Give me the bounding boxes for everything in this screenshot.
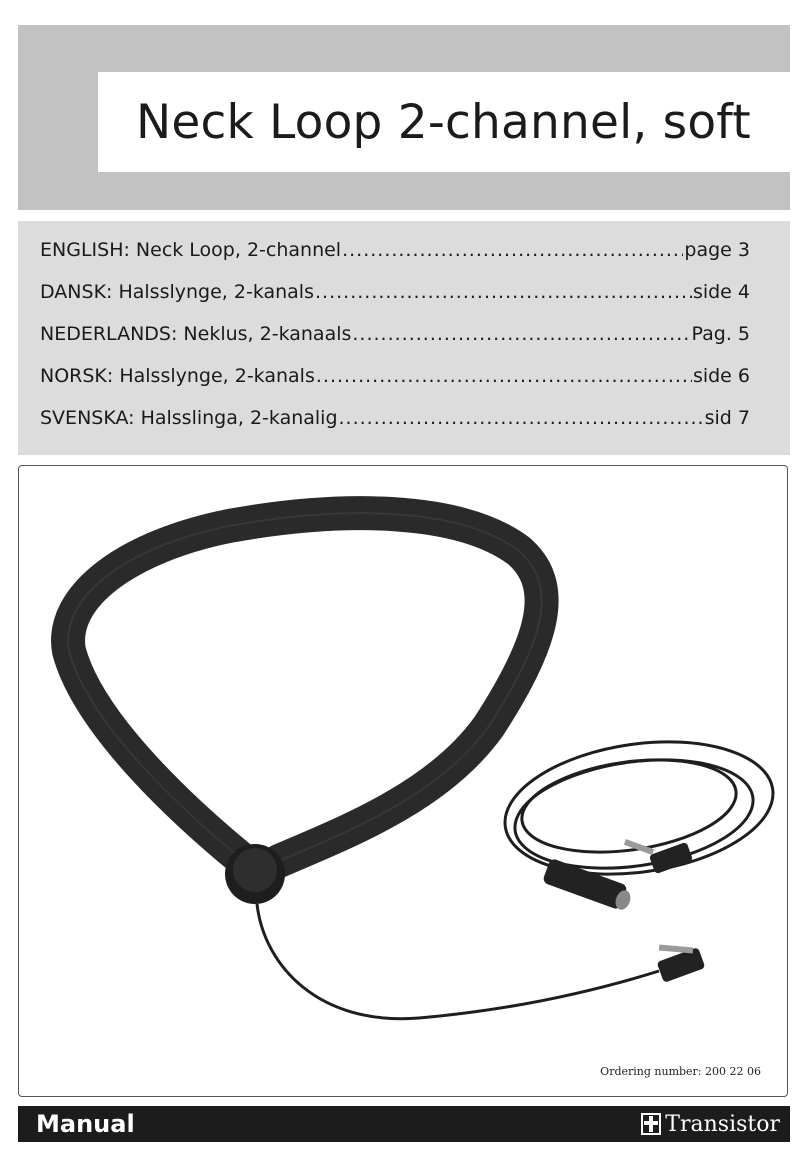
footer-bar: [18, 1106, 790, 1142]
brand-logo: [641, 1112, 780, 1137]
toc-row-svenska[interactable]: [40, 407, 750, 449]
page-title: Neck Loop 2-channel, soft: [136, 94, 751, 150]
neck-loop-band: [68, 513, 542, 861]
manual-label: Manual: [36, 1110, 135, 1138]
toc-page: page 3: [684, 239, 750, 261]
neck-loop-illustration: [19, 466, 789, 1098]
toc-row-english[interactable]: [40, 239, 750, 281]
toc-leader: [315, 281, 692, 303]
toc-page: side 4: [692, 281, 750, 303]
toc-label: NORSK: Halsslynge, 2-kanals: [40, 365, 315, 387]
toc-leader: [339, 407, 704, 429]
cable: [257, 904, 659, 1019]
toc-leader: [342, 239, 683, 261]
toc-label: NEDERLANDS: Neklus, 2-kanaals: [40, 323, 352, 345]
toc-leader: [316, 365, 692, 387]
table-of-contents: [18, 221, 790, 455]
toc-page: sid 7: [704, 407, 750, 429]
plug-main: [657, 947, 706, 983]
socket-connector: [542, 858, 628, 910]
ordering-number: Ordering number: 200 22 06: [600, 1065, 761, 1078]
product-photo-frame: [18, 465, 788, 1097]
toc-leader: [352, 323, 690, 345]
toc-label: ENGLISH: Neck Loop, 2-channel: [40, 239, 342, 261]
brand-name: Transistor: [665, 1111, 780, 1137]
toc-label: DANSK: Halsslynge, 2-kanals: [40, 281, 314, 303]
toc-page: side 6: [692, 365, 750, 387]
toc-row-nederlands[interactable]: [40, 323, 750, 365]
toc-row-dansk[interactable]: [40, 281, 750, 323]
toc-label: SVENSKA: Halsslinga, 2-kanalig: [40, 407, 338, 429]
toc-page: Pag. 5: [691, 323, 750, 345]
cross-icon: [641, 1113, 661, 1135]
title-box: [98, 72, 790, 172]
toc-row-norsk[interactable]: [40, 365, 750, 407]
